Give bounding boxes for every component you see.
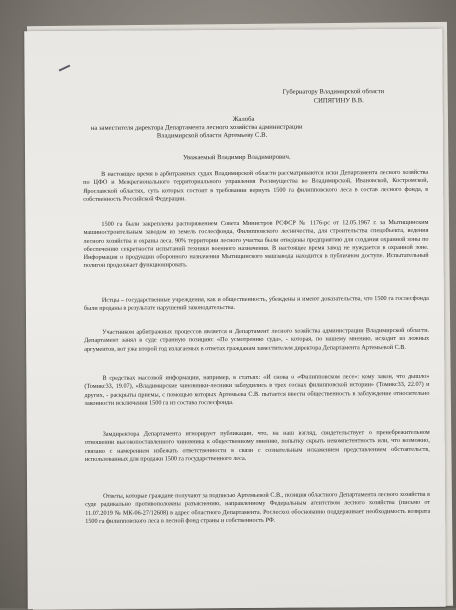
- pen-mark: [59, 65, 71, 72]
- paragraph-5: В средствах массовой информации, например, в статьях: «И снова о «Филипповском лесе»: кому закон, что дышло» (Томикс33, 19.07), «Владимирские чиновники-лесники заблудились в трех соснах филипповской истории» (Томикс33, 22.07) и других, - раскрыты приемы, с помощью которых Артемьева С.В. пытается ввести общественность в заблуждение относительно законности исключения 1500 га из состава гослесфонда.: [84, 372, 430, 407]
- document-page: [24, 29, 446, 610]
- complaint-title: Жалоба: [232, 115, 255, 124]
- complaint-subject: на заместителя директора Департамента лесного хозяйства администрации: [90, 123, 303, 132]
- salutation: Уважаемый Владимир Владимирович.: [182, 153, 291, 162]
- paragraph-2: 1500 га были закреплены распоряжением Совета Министров РСФСР № 1176-рс от 12.05.1967 г. за Мытищинским машиностроительным заводом из земель гослесфонда, Филипповского лесничества, для строительства спецобъекта, ведения лесного хозяйства и охраны леса. 90% территории лесного участка были отведены предприятию для создания охранной зоны по обеспечению секретности испытаний техники военного назначения. В настоящее время завод не нуждается в охранной зоне. Информация о продукции оборонного назначения Мытищинского машзавода находится в публичном доступе. Испытательный полигон продолжает функционировать.: [83, 218, 429, 270]
- paragraph-3: Истцы – государственные учреждения, как и общественность, убеждены и имеют доказательства, что 1500 га гослесфонда были проданы в результате нарушений законодательства.: [83, 294, 429, 313]
- complaint-subject-2: Владимирской области Артемьеву С.В.: [156, 131, 268, 140]
- addressee-line-1: Губернатору Владимирской области: [282, 88, 385, 96]
- paragraph-6: Замдиректора Департамента игнорирует публикации, что, на наш взгляд, свидетельствует о пренебрежительном отношении высокопоставленного чиновника к общественному мнению, попытку скрыть некомпетентность или, что возможно, связано с намерением избежать ответственности в связи с сознательным искажением представлением обстоятельств, использованных для продажи 1500 га государственного леса.: [84, 428, 430, 463]
- paragraph-7: Ответы, которые граждане получают за подписью Артемьевой С.В., позиция областного Департамента лесного хозяйства в суде радикально противоположны разъяснению, направленному Федеральным агентством лесного хозяйства (письмо от 11.07.2019 № МК-06-27/12608) в адрес областного Департамента. Рослесхоз обоснованно поддерживает необходимость возврата 1500 га филипповского леса в лесной фонд страны и собственность РФ.: [85, 490, 431, 525]
- paragraph-1: В настоящее время в арбитражных судах Владимирской области рассматриваются иски Департамента лесного хозяйства по ЦФО и Межрегионального территориального управления Росимущества во Владимирской, Ивановской, Костромской, Ярославской областях, суть которых состоит в требовании вернуть 1500 га филипповского леса в состав лесного фонда, в собственность Российской Федерации.: [83, 168, 429, 203]
- addressee-line-2: СИПЯГИНУ В.В.: [313, 97, 364, 105]
- paragraph-4: Участником арбитражных процессов является и Департамент лесного хозяйства администрации Владимирской области. Департамент занял в суде странную позицию: «По усмотрению судa», - которая, по нашему мнению, исходит из ложных аргументов, вот уже второй год излагаемых в ответах гражданам заместителем директора Департамента Артемьевой С.В.: [84, 326, 430, 353]
